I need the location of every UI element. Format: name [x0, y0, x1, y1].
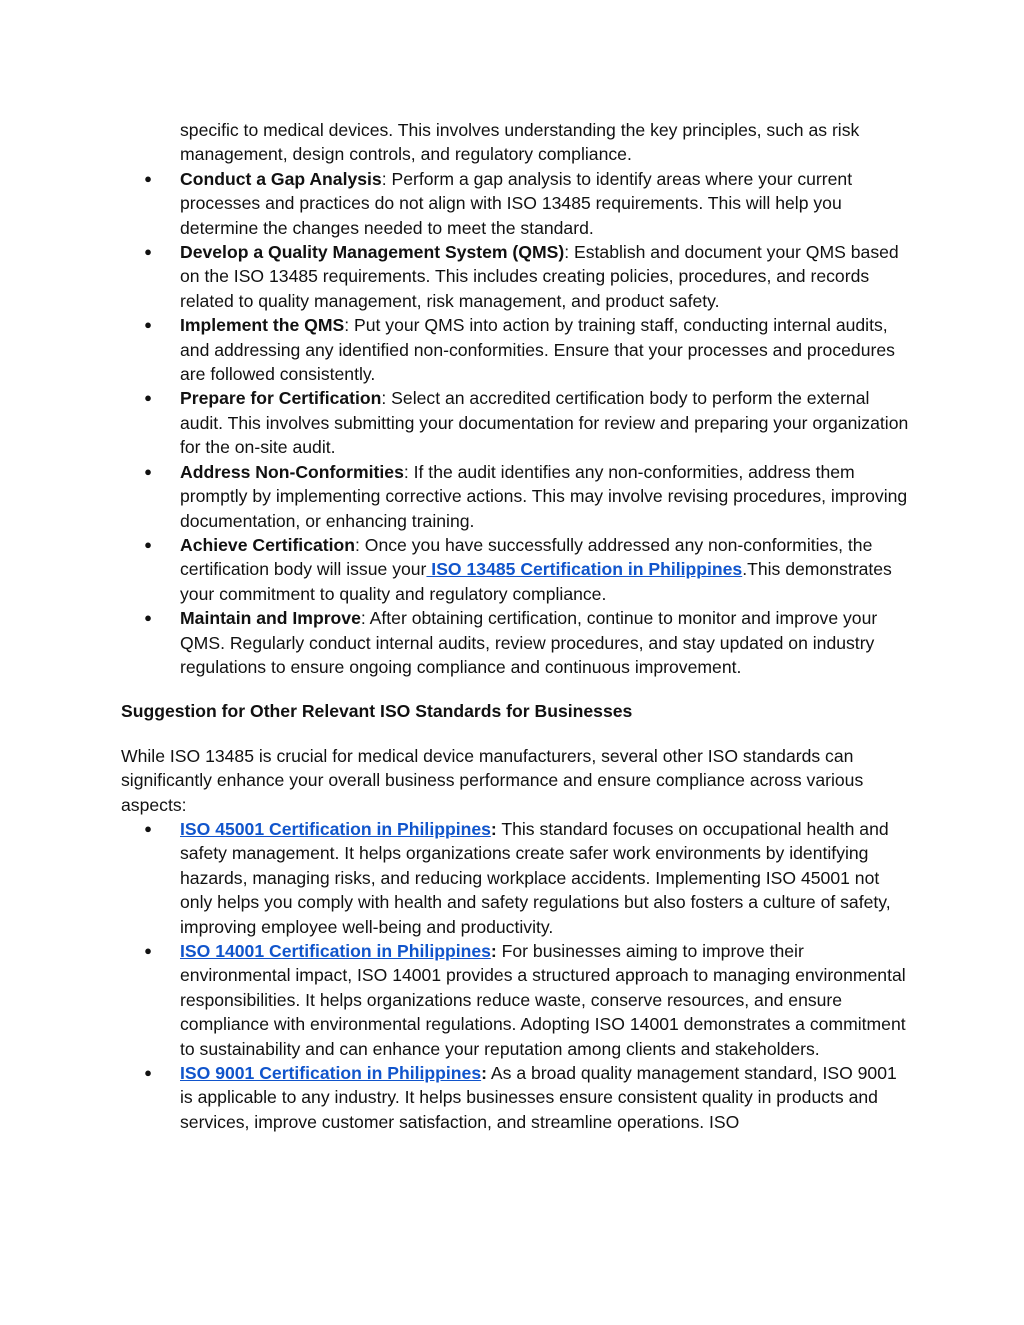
step-title: Achieve Certification: [180, 534, 356, 555]
bullet-icon: ●: [144, 463, 152, 479]
steps-list: [121, 167, 911, 680]
iso-45001-link[interactable]: ISO 45001 Certification in Philippines: [180, 818, 491, 839]
intro-continuation: specific to medical devices. This involves understanding the key principles, such as risk management, design controls, and regulatory compliance.: [180, 120, 860, 165]
step-text: : Perform a gap analysis to identify areas where your current processes and practices do not align with ISO 13485 requirements. This will help you determine the changes needed to meet the standard.: [180, 168, 853, 238]
step-text: : Put your QMS into action by training staff, conducting internal audits, and addressing any identified non-conformities. Ensure that your processes and procedures are followed consistently.: [180, 315, 895, 385]
list-item: [121, 460, 911, 533]
bullet-icon: ●: [144, 820, 152, 836]
bullet-icon: ●: [144, 536, 152, 552]
step-title: Prepare for Certification: [180, 388, 382, 409]
step-text: : Select an accredited certification body to perform the external audit. This involves submitting your documentation for review and preparing your organization for the on-site audit.: [180, 388, 909, 458]
standard-text: For businesses aiming to improve their environmental impact, ISO 14001 provides a structured approach to managing environmental responsibilities. It helps organizations reduce waste, conserve resources, and ensure compliance with environmental regulations. Adopting ISO 14001 demonstrates a commitment to sustainability and can enhance your reputation among clients and stakeholders.: [180, 941, 906, 1059]
list-item: [121, 817, 911, 939]
standard-colon: :: [481, 1063, 487, 1084]
step-title: Conduct a Gap Analysis: [180, 168, 382, 189]
iso-13485-link[interactable]: ISO 13485 Certification in Philippines: [426, 559, 743, 580]
standard-text: This standard focuses on occupational health and safety management. It helps organizations create safer work environments by identifying hazards, managing risks, and reducing workplace accidents. Implementing ISO 45001 not only helps you comply with health and safety regulations but also fosters a culture of safety, improving employee well-being and productivity.: [180, 818, 891, 937]
standard-colon: :: [490, 941, 497, 961]
section-intro: While ISO 13485 is crucial for medical device manufacturers, several other ISO standards can significantly enhance your overall business performance and ensure compliance across various aspects:: [121, 745, 864, 815]
step-text: : If the audit identifies any non-conformities, address them promptly by implementing corrective actions. This may involve revising procedures, improving documentation, or enhancing training.: [180, 461, 908, 531]
standard-colon: :: [490, 818, 497, 839]
bullet-icon: ●: [144, 943, 152, 958]
standard-text: As a broad quality management standard, ISO 9001 is applicable to any industry. It helps businesses ensure consistent quality in products and services, improve customer satisfaction, and streamline operations. ISO: [180, 1063, 897, 1132]
step-text: : Once you have successfully addressed any non-conformities, the certification body will issue your: [180, 534, 873, 580]
section-heading: Suggestion for Other Relevant ISO Standards for Businesses: [121, 701, 633, 722]
step-title: Implement the QMS: [180, 315, 345, 336]
step-text: : Establish and document your QMS based on the ISO 13485 requirements. This includes creating policies, procedures, and records related to quality management, risk management, and product safety.: [180, 242, 899, 311]
step-title: Maintain and Improve: [180, 608, 361, 629]
bullet-icon: ●: [144, 610, 152, 626]
list-item: [121, 606, 911, 679]
iso-14001-link[interactable]: ISO 14001 Certification in Philippines: [180, 941, 491, 961]
list-item: [121, 240, 911, 313]
bullet-icon: ●: [144, 390, 152, 406]
bullet-icon: ●: [144, 170, 152, 186]
list-item: [121, 167, 911, 240]
document-content: [121, 118, 911, 1134]
step-title: Address Non-Conformities: [180, 461, 404, 482]
step-text: : After obtaining certification, continue to monitor and improve your QMS. Regularly conduct internal audits, review procedures, and stay updated on industry regulations to ensure ongoing compliance and continuous improvement.: [180, 608, 878, 677]
bullet-icon: ●: [144, 1065, 152, 1081]
list-item: [121, 386, 911, 459]
list-item: [121, 1061, 911, 1134]
iso-9001-link[interactable]: ISO 9001 Certification in Philippines: [180, 1063, 482, 1084]
list-item: [121, 313, 911, 386]
standards-list: [121, 817, 911, 1134]
step-title: Develop a Quality Management System (QMS): [180, 242, 565, 263]
bullet-icon: ●: [144, 317, 152, 333]
bullet-icon: ●: [144, 244, 152, 260]
list-item: [121, 533, 911, 606]
list-item: [121, 939, 911, 1061]
step-text-after: .This demonstrates your commitment to quality and regulatory compliance.: [180, 559, 892, 604]
